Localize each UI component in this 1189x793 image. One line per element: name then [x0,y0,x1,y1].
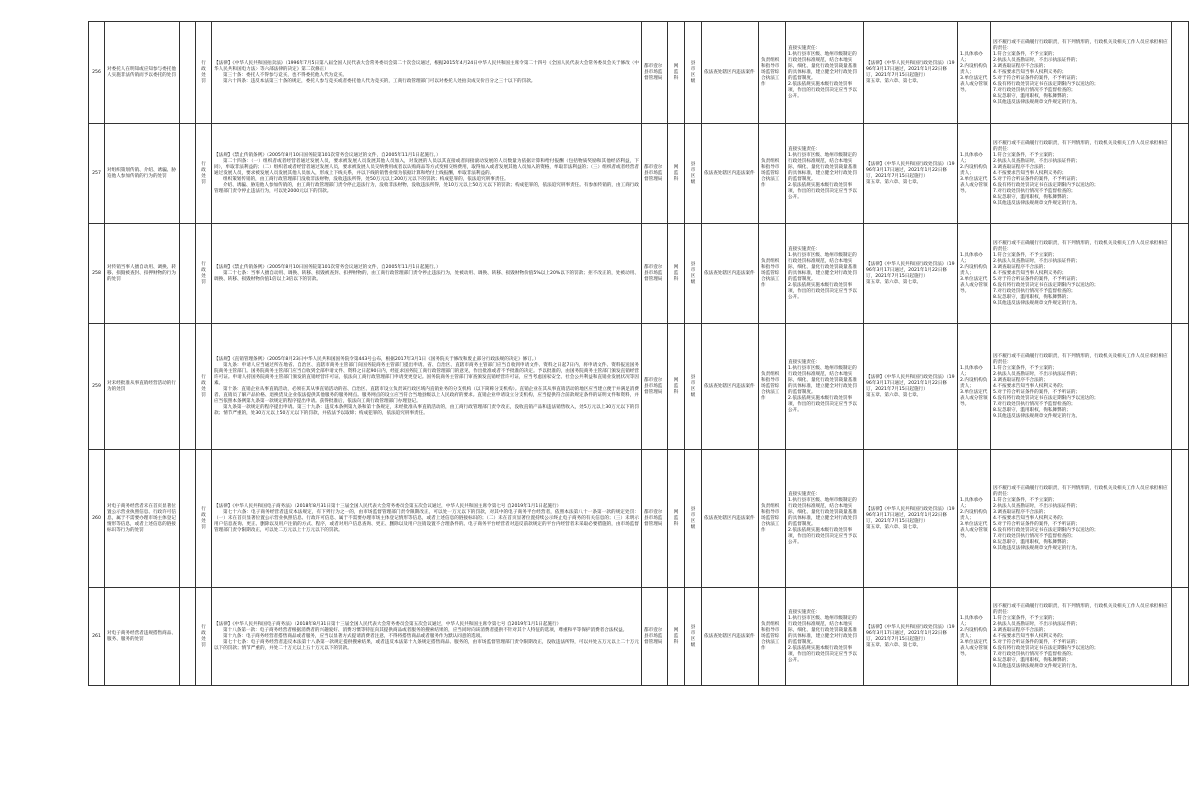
exercise-level: 县市区级 [690,60,696,84]
legal-basis-cell [212,22,642,124]
table-row [89,450,1189,588]
subject-cell [958,324,991,450]
empty-cell [180,450,196,588]
legal-basis-cell [212,124,642,224]
level-cell [685,22,702,124]
item-name: 对组织策划传销、介绍、诱骗、胁迫他人参加传销的行为的处罚 [107,167,176,179]
accountability-line: 因不履行或不正确履行行政职责，有下列情形的，行政机关及相关工作人员应承担相应的责任： [993,39,1168,51]
responsibility-line: 1.执行县市区级、地州市级制定的行政处罚标准规范，结合本地实际，细化、量化行政处罚裁量基准的具体标准，建立健全对行政处罚的监督制度。 [788,51,857,81]
item-category: 行政处罚 [201,161,206,185]
responsibility-basis-line: 【法律】《中华人民共和国行政处罚法》（1996年3月17日通过，2021年1月22日修订，2021年7月15日起施行） [866,506,955,524]
accountability-line: 5.对于符合听证条件的案件，不予听证的； [993,176,1081,182]
duty-scope: 依法查处辖区内违法案件 [704,170,755,176]
legal-basis-paragraph: 组织策划传销的，由工商行政管理部门没收非法财物，没收违法所得，处50万元以上200万元以下的罚款；构成犯罪的，依法追究刑事责任。 [223,176,509,182]
row-number-cell [89,124,105,224]
responsibility-basis-line: 【法律】《中华人民共和国行政处罚法》（1996年3月17日通过，2021年1月22日修订，2021年7月15日起施行） [866,261,955,279]
responsibility-basis-line: 第五章、第六章、第七章。 [866,179,922,185]
empty-cell [180,324,196,450]
accountability-line: 5.对于符合听证条件的案件，不予听证的； [993,521,1081,527]
accountability-line: 3.调查取证程序不合法的； [993,509,1048,515]
level-cell [685,324,702,450]
accountability-line: 7.对行政处罚执行情况不予监督检查的； [993,188,1076,194]
accountability-line: 1.符合立案条件，不予立案的； [993,497,1058,503]
row-number-cell [89,588,105,686]
accountability-line: 4.不按要求告知当事人权利义务的； [993,633,1067,639]
basis2-cell [864,324,958,450]
item-category: 行政处罚 [201,624,206,648]
subject-cell [958,124,991,224]
item-name-cell [105,450,180,588]
handling-dept: 网监科 [673,377,679,395]
basis2-cell [864,22,958,124]
accountability-line: 因不履行或不正确履行行政职责，有下列情形的，行政机关及相关工作人员应承担相应的责任： [993,240,1168,252]
legal-basis-paragraph: 第二十四条：（一）组织者或者经营者通过发展人员，要求被发展人员发展其他人员加入，对发展的人员以其直接或者间接滚动发展的人员数量为依据计算和给付报酬（包括物质奖励和其他经济利益，下同），牟取非法利益的；（二）组织者或者经营者通过发展人员，要求被发展人员交纳费用或者以认购商品等方式变相交纳费用，取得加入或者发展其他人员加入的资格，牟取非法利益的；（三）组织者或者经营者通过发展人员，要求被发展人员发展其他人员加入，形成上下线关系，并以下线的销售业绩为依据计算和给付上线报酬，牟取非法利益的。 [214,158,639,176]
duty-description: 负责组织和指导市场监管综合执法工作 [761,503,780,533]
accountability-line: 6.没有将行政处罚决定书在法定期限内予以送达的； [993,282,1099,288]
duty-description: 负责组织和指导市场监管综合执法工作 [761,621,780,651]
scope-cell [702,224,759,324]
responsible-subject-line: 3.单位法定代表人或分管领导。 [960,389,988,407]
responsibility-line: 直接实施责任： [788,246,821,252]
row-number: 258 [92,270,101,276]
accountability-line: 因不履行或不正确履行行政职责，有下列情形的，行政机关及相关工作人员应承担相应的责任： [993,485,1168,497]
category-cell [196,450,212,588]
row-number-cell [89,450,105,588]
legal-basis-paragraph: 【法规】《禁止传销条例》（2005年8月10日国务院第101次常务会议通过的文件，自2005年11月1日起施行。） [214,152,441,158]
accountability-line: 4.不按要求告知当事人权利义务的； [993,69,1067,75]
remarks-cell [1172,224,1189,324]
implementing-org: 都市壹尔县市场监督管理局 [644,509,663,527]
responsibility-cell [786,124,864,224]
basis2-cell [864,124,958,224]
accountability-line: 8.玩忽职守，滥用职权，徇私舞弊的； [993,194,1071,200]
accountability-line: 4.不按要求告知当事人权利义务的； [993,383,1067,389]
remarks-cell [1172,324,1189,450]
accountability-line: 1.符合立案条件，不予立案的； [993,252,1058,258]
responsibility-cell [786,224,864,324]
accountability-line: 4.不按要求告知当事人权利义务的； [993,270,1067,276]
accountability-line: 6.没有将行政处罚决定书在法定期限内予以送达的； [993,81,1099,87]
accountability-line: 9.其他违反法律法规规章文件规定的行为。 [993,413,1081,419]
legal-basis-paragraph: 【法律】《中华人民共和国拍卖法》（1996年7月5日第八届全国人民代表大会常务委员会第二十次会议通过，根据2015年4月24日中华人民共和国主席令第二十四号《全国人民代表大会常务委员会关于修改〈中华人民共和国电力法〉等六部法律的决定》第二次修正） [214,60,639,72]
empty-cell [180,124,196,224]
remarks-cell [1172,588,1189,686]
exercise-level: 县市区级 [690,624,696,648]
item-category: 行政处罚 [201,374,206,398]
level-cell [685,224,702,324]
responsible-subject-line: 2.内设机构负责人； [960,264,988,276]
implementing-org: 都市壹尔县市场监督管理局 [644,264,663,282]
responsibility-line: 1.执行县市区级、地州市级制定的行政处罚标准规范，结合本地实际，细化、量化行政处罚裁量基准的具体标准，建立健全对行政处罚的监督制度。 [788,615,857,645]
responsible-subject-line: 2.内设机构负责人； [960,164,988,176]
legal-basis-paragraph: 【法规】《直销管理条例》（2005年8月23日中华人民共和国国务院令第443号公布，根据2017年3月1日《国务院关于修改和废止部分行政法规的决定》修订。） [214,356,539,362]
category-cell [196,224,212,324]
responsibility-line: 直接实施责任： [788,359,821,365]
duty-scope: 依法查处辖区内违法案件 [704,515,755,521]
responsibility-line: 1.执行县市区级、地州市级制定的行政处罚标准规范，结合本地实际，细化、量化行政处罚裁量基准的具体标准，建立健全对行政处罚的监督制度。 [788,497,857,527]
legal-basis-paragraph: 第七十六条：电子商务经营者违反本法规定，有下列行为之一的，由市场监督管理部门责令限期改正，可以处一万元以下的罚款，对其中的电子商务平台经营者，依照本法第八十一条第一款的规定处罚：（一）未在首页显著位置公示营业执照信息、行政许可信息、属于不需要办理市场主体登记情形等信息，或者上述信息的链接标识的；（二）未在首页显著位置持续公示终止电子商务的有关信息的；（三）未明示用户信息查询、更正、删除以及用户注销的方式、程序，或者对用户信息查询、更正、删除以及用户注销设置不合理条件的。电子商务平台经营者对违反前款规定的平台内经营者未采取必要措施的，由市场监督管理部门责令限期改正，可以处二万元以上十万元以下的罚款。 [214,509,639,533]
responsibility-cell [786,22,864,124]
accountability-line: 6.没有将行政处罚决定书在法定期限内予以送达的； [993,395,1099,401]
responsible-subject-line: 3.单位法定代表人或分管领导。 [960,75,988,93]
scope-cell [702,450,759,588]
duty-cell [759,124,786,224]
accountability-cell [991,588,1172,686]
table-row [89,124,1189,224]
row-number: 257 [92,170,101,176]
legal-basis-paragraph: 第七十七条：电子商务经营者违反本法第十八条第一款规定提供搜索结果，或者违反本法第十九条规定搭售商品、服务的，由市场监督管理部门责令限期改正，没收违法所得，可以并处五万元以上二十万元以下的罚款；情节严重的，并处二十万元以上五十万元以下的罚款。 [214,639,639,651]
subject-cell [958,22,991,124]
responsibility-line: 直接实施责任： [788,45,821,51]
org-cell [642,588,668,686]
item-name: 对委托人在明知或应知参与委托他人实施非法传销而予以委托的处罚 [107,66,176,78]
accountability-line: 4.不按要求告知当事人权利义务的； [993,515,1067,521]
duty-scope: 依法查处辖区内违法案件 [704,69,755,75]
dept-cell [668,324,685,450]
legal-basis-cell [212,450,642,588]
accountability-line: 因不履行或不正确履行行政职责，有下列情形的，行政机关及相关工作人员应承担相应的责任： [993,353,1168,365]
accountability-line: 6.没有将行政处罚决定书在法定期限内予以送达的； [993,182,1099,188]
empty-cell [180,224,196,324]
duty-scope: 依法查处辖区内违法案件 [704,383,755,389]
dept-cell [668,450,685,588]
row-number: 260 [92,515,101,521]
responsible-subject-line: 3.单位法定代表人或分管领导。 [960,639,988,657]
remarks-cell [1172,22,1189,124]
responsible-subject-line: 3.单位法定代表人或分管领导。 [960,176,988,194]
row-number-cell [89,324,105,450]
scope-cell [702,22,759,124]
responsibility-line: 2.依法依规实施本级行政处罚事项，作出的行政处罚决定应当予以公开。 [788,645,857,663]
responsibility-basis-line: 第五章、第六章、第七章。 [866,524,922,530]
exercise-level: 县市区级 [690,161,696,185]
responsible-subject-line: 2.内设机构负责人； [960,63,988,75]
row-number: 256 [92,69,101,75]
responsibility-line: 2.依法依规实施本级行政处罚事项，作出的行政处罚决定应当予以公开。 [788,182,857,200]
dept-cell [668,588,685,686]
handling-dept: 网监科 [673,63,679,81]
category-cell [196,22,212,124]
handling-dept: 网监科 [673,164,679,182]
responsibility-basis-line: 第五章、第六章、第七章。 [866,642,922,648]
exercise-level: 县市区级 [690,261,696,285]
duty-description: 负责组织和指导市场监管综合执法工作 [761,258,780,288]
row-number: 259 [92,383,101,389]
duty-description: 负责组织和指导市场监管综合执法工作 [761,158,780,188]
duty-scope: 依法查处辖区内违法案件 [704,633,755,639]
responsibility-line: 直接实施责任： [788,491,821,497]
scope-cell [702,324,759,450]
duty-cell [759,22,786,124]
accountability-line: 5.对于符合听证条件的案件，不予听证的； [993,276,1081,282]
accountability-cell [991,224,1172,324]
responsibility-line: 2.依法依规实施本级行政处罚事项，作出的行政处罚决定应当予以公开。 [788,395,857,413]
legal-basis-paragraph: 【法律】《中华人民共和国电子商务法》（2018年8月31日第十三届全国人民代表大会常务委员会第五次会议通过，中华人民共和国主席令第七号 自2019年1月1日起施行） [214,621,562,627]
accountability-line: 9.其他违反法律法规规章文件规定的行为。 [993,663,1081,669]
legal-basis-paragraph: 第六十四条：违反本法第三十条的规定，委托人参与竞买或者委托他人代为竞买的，工商行政管理部门可以对委托人处拍卖成交价百分之三十以下的罚款。 [223,78,536,84]
accountability-line: 因不履行或不正确履行行政职责，有下列情形的，行政机关及相关工作人员应承担相应的责任： [993,140,1168,152]
category-cell [196,588,212,686]
legal-basis-paragraph: 第十八条第一款：电子商务经营者根据消费者的兴趣爱好、消费习惯等特征向其提供商品或者服务的搜索结果的，应当同时向该消费者提供不针对其个人特征的选项，尊重和平等保护消费者合法权益。 [223,627,628,633]
accountability-line: 7.对行政处罚执行情况不予监督检查的； [993,533,1076,539]
legal-basis-paragraph: 第十条：直销企业从事直销活动，必须在其从事直销活动的省、自治区、直辖市设立负责该行政区域内直销业务的分支机构（以下简称分支机构）。直销企业在其从事直销活动的地区应当建立便于并满足消费者、直销员了解产品价格、退换货及企业依法提供其他服务的服务网点。服务网点的设立应当符合当地县级以上人民政府的要求。直销企业申请设立分支机构，应当提供符合前款规定条件的证明文件和资料，并应当依照本条例第九条第一款规定的程序提出申请。获得批准后，依法向工商行政管理部门办理登记。 [214,386,639,404]
table-row [89,588,1189,686]
item-name: 对电子商务经营者未在首页显著位置公示营业执照信息、行政许可信息，属于不需要办理市场主体登记情形等信息，或者上述信息的链接标识等行为的处罚 [107,503,176,533]
responsibility-basis-line: 第五章、第六章、第七章。 [866,78,922,84]
accountability-cell [991,22,1172,124]
scope-cell [702,124,759,224]
document-page [88,21,1189,686]
legal-basis-paragraph: 第九条第一款规定的程序提出申请。第三十九条：违反本条例第九条和第十条规定，未经批准从事直销活动的，由工商行政管理部门责令改正，没收直销产品和违法销售收入，处5万元以上30万元以下的罚款；情节严重的，处30万元以上50万元以下的罚款，并依法予以取缔；构成犯罪的，依法追究刑事责任。 [214,404,639,416]
responsibility-basis-line: 【法律】《中华人民共和国行政处罚法》（1996年3月17日通过，2021年1月22日修订，2021年7月15日起施行） [866,161,955,179]
responsibility-line: 直接实施责任： [788,609,821,615]
responsible-subject-line: 1.具体承办人； [960,252,983,264]
item-name-cell [105,224,180,324]
responsible-subject-line: 1.具体承办人； [960,365,983,377]
table-row [89,224,1189,324]
duty-cell [759,588,786,686]
table-row [89,324,1189,450]
implementing-org: 都市壹尔县市场监督管理局 [644,627,663,645]
responsible-subject-line: 1.具体承办人； [960,51,983,63]
accountability-line: 8.玩忽职守，滥用职权，徇私舞弊的； [993,657,1071,663]
accountability-line: 2.执法人员查勘证时，不出示执法证件的； [993,503,1081,509]
exercise-level: 县市区级 [690,374,696,398]
implementing-org: 都市壹尔县市场监督管理局 [644,377,663,395]
category-cell [196,324,212,450]
legal-basis-paragraph: 第三十条：委托人不得参与竞买，也不得委托他人代为竞买。 [223,72,348,78]
accountability-line: 3.调查取证程序不合法的； [993,164,1048,170]
accountability-cell [991,450,1172,588]
accountability-line: 9.其他违反法律法规规章文件规定的行为。 [993,99,1081,105]
responsible-subject-line: 3.单位法定代表人或分管领导。 [960,276,988,294]
accountability-line: 6.没有将行政处罚决定书在法定期限内予以送达的； [993,527,1099,533]
handling-dept: 网监科 [673,627,679,645]
responsible-subject-line: 3.单位法定代表人或分管领导。 [960,521,988,539]
responsibility-basis-line: 【法律】《中华人民共和国行政处罚法》（1996年3月17日通过，2021年1月22日修订，2021年7月15日起施行） [866,374,955,392]
duty-cell [759,224,786,324]
level-cell [685,588,702,686]
accountability-cell [991,124,1172,224]
item-name: 对未经批准从事直销经营活动的行为的处罚 [107,380,176,392]
accountability-line: 3.调查取证程序不合法的； [993,63,1048,69]
accountability-line: 1.符合立案条件，不予立案的； [993,152,1058,158]
accountability-line: 5.对于符合听证条件的案件，不予听证的； [993,389,1081,395]
item-name-cell [105,588,180,686]
responsibility-basis-line: 第五章、第六章、第七章。 [866,392,922,398]
implementing-org: 都市壹尔县市场监督管理局 [644,164,663,182]
responsibility-cell [786,324,864,450]
accountability-line: 2.执法人员查勘证时，不出示执法证件的； [993,258,1081,264]
handling-dept: 网监科 [673,509,679,527]
accountability-line: 5.对于符合听证条件的案件，不予听证的； [993,639,1081,645]
accountability-line: 2.执法人员查勘证时，不出示执法证件的； [993,371,1081,377]
responsibility-line: 2.依法依规实施本级行政处罚事项，作出的行政处罚决定应当予以公开。 [788,282,857,300]
subject-cell [958,224,991,324]
item-category: 行政处罚 [201,261,206,285]
item-name-cell [105,22,180,124]
responsibility-basis-line: 第五章、第六章、第七章。 [866,279,922,285]
responsibility-line: 1.执行县市区级、地州市级制定的行政处罚标准规范，结合本地实际，细化、量化行政处罚裁量基准的具体标准，建立健全对行政处罚的监督制度。 [788,365,857,395]
org-cell [642,224,668,324]
scope-cell [702,588,759,686]
item-name: 对传销当事人擅自动用、调换、转移、损毁被查封、扣押财物的行为的处罚 [107,264,176,282]
accountability-line: 8.玩忽职守，滥用职权，徇私舞弊的； [993,407,1071,413]
remarks-cell [1172,450,1189,588]
responsibility-line: 2.依法依规实施本级行政处罚事项，作出的行政处罚决定应当予以公开。 [788,527,857,545]
responsibility-cell [786,588,864,686]
responsible-subject-line: 2.内设机构负责人； [960,377,988,389]
implementing-org: 都市壹尔县市场监督管理局 [644,63,663,81]
responsible-subject-line: 1.具体承办人； [960,615,983,627]
responsibility-line: 1.执行县市区级、地州市级制定的行政处罚标准规范，结合本地实际，细化、量化行政处罚裁量基准的具体标准，建立健全对行政处罚的监督制度。 [788,252,857,282]
accountability-line: 1.符合立案条件，不予立案的； [993,365,1058,371]
legal-basis-paragraph: 【法规】《禁止传销条例》（2005年8月10日国务院第101次常务会议通过的文件，自2005年11月1日起施行。） [214,264,441,270]
dept-cell [668,124,685,224]
remarks-cell [1172,124,1189,224]
item-category: 行政处罚 [201,506,206,530]
legal-basis-paragraph: 介绍、诱骗、胁迫他人参加传销的，由工商行政管理部门责令停止违法行为，没收非法财物，没收违法所得，处10万元以上50万元以下的罚款；构成犯罪的，依法追究刑事责任。有参加传销的，由工商行政管理部门责令停止违法行为，可以处2000元以下的罚款。 [214,182,639,194]
subject-cell [958,588,991,686]
accountability-line: 9.其他违反法律法规规章文件规定的行为。 [993,300,1081,306]
org-cell [642,450,668,588]
responsibility-basis-line: 【法律】《中华人民共和国行政处罚法》（1996年3月17日通过，2021年1月22日修订，2021年7月15日起施行） [866,624,955,642]
duty-description: 负责组织和指导市场监管综合执法工作 [761,57,780,87]
accountability-line: 7.对行政处罚执行情况不予监督检查的； [993,288,1076,294]
responsibility-line: 2.依法依规实施本级行政处罚事项，作出的行政处罚决定应当予以公开。 [788,81,857,99]
accountability-line: 2.执法人员查勘证时，不出示执法证件的； [993,57,1081,63]
duty-cell [759,324,786,450]
accountability-line: 5.对于符合听证条件的案件，不予听证的； [993,75,1081,81]
responsible-subject-line: 1.具体承办人； [960,497,983,509]
duty-description: 负责组织和指导市场监管综合执法工作 [761,371,780,401]
exercise-level: 县市区级 [690,506,696,530]
legal-basis-cell [212,324,642,450]
table-row [89,22,1189,124]
subject-cell [958,450,991,588]
accountability-line: 7.对行政处罚执行情况不予监督检查的； [993,87,1076,93]
row-number-cell [89,22,105,124]
empty-cell [180,588,196,686]
accountability-cell [991,324,1172,450]
responsibility-line: 1.执行县市区级、地州市级制定的行政处罚标准规范，结合本地实际，细化、量化行政处罚裁量基准的具体标准，建立健全对行政处罚的监督制度。 [788,152,857,182]
legal-basis-paragraph: 第九条：申请人应当通过所在地省、自治区、直辖市商务主管部门向国务院商务主管部门提出申请。省、自治区、直辖市商务主管部门应当自收到申请文件、资料之日起7日内，将申请文件、资料报送国务院商务主管部门。国务院商务主管部门应当自收到全部申请文件、资料之日起90日内，经征求国务院工商行政管理部门的意见，作出批准或者不予批准的决定。予以批准的，由国务院商务主管部门颁发直销经营许可证。申请人持国务院商务主管部门颁发的直销经营许可证，依法向工商行政管理部门申请变更登记。国务院商务主管部门审查颁发直销经营许可证，应当考虑国家安全、社会公共利益和直销业发展状况等因素。 [214,362,639,386]
accountability-line: 1.符合立案条件，不予立案的； [993,51,1058,57]
accountability-line: 1.符合立案条件，不予立案的； [993,615,1058,621]
accountability-line: 3.调查取证程序不合法的； [993,377,1048,383]
level-cell [685,124,702,224]
handling-dept: 网监科 [673,264,679,282]
item-name-cell [105,324,180,450]
legal-basis-cell [212,588,642,686]
dept-cell [668,224,685,324]
accountability-line: 3.调查取证程序不合法的； [993,264,1048,270]
responsibility-basis-line: 【法律】《中华人民共和国行政处罚法》（1996年3月17日通过，2021年1月22日修订，2021年7月15日起施行） [866,60,955,78]
row-number: 261 [92,633,101,639]
item-category: 行政处罚 [201,60,206,84]
responsibility-line: 直接实施责任： [788,146,821,152]
accountability-line: 8.玩忽职守，滥用职权，徇私舞弊的； [993,294,1071,300]
legal-basis-paragraph: 第十九条：电子商务经营者搭售商品或者服务，应当以显著方式提请消费者注意，不得将搭售商品或者服务作为默认同意的选项。 [223,633,485,639]
row-number-cell [89,224,105,324]
accountability-line: 8.玩忽职守，滥用职权，徇私舞弊的； [993,93,1071,99]
responsible-subject-line: 2.内设机构负责人； [960,509,988,521]
org-cell [642,22,668,124]
power-list-table [88,21,1189,686]
category-cell [196,124,212,224]
responsible-subject-line: 2.内设机构负责人； [960,627,988,639]
org-cell [642,324,668,450]
legal-basis-paragraph: 【法律】《中华人民共和国电子商务法》（2018年8月31日第十三届全国人民代表大会常务委员会第五次会议通过，中华人民共和国主席令第七号 自2019年1月1日起施行） [214,503,562,509]
basis2-cell [864,588,958,686]
level-cell [685,450,702,588]
basis2-cell [864,450,958,588]
duty-cell [759,450,786,588]
responsible-subject-line: 1.具体承办人； [960,152,983,164]
dept-cell [668,22,685,124]
accountability-line: 8.玩忽职守，滥用职权，徇私舞弊的； [993,539,1071,545]
basis2-cell [864,224,958,324]
accountability-line: 7.对行政处罚执行情况不予监督检查的； [993,651,1076,657]
accountability-line: 因不履行或不正确履行行政职责，有下列情形的，行政机关及相关工作人员应承担相应的责任： [993,603,1168,615]
duty-scope: 依法查处辖区内违法案件 [704,270,755,276]
item-name: 对电子商务经营者违规搭售商品、服务、服务的处罚 [107,630,176,642]
accountability-line: 9.其他违反法律法规规章文件规定的行为。 [993,200,1081,206]
accountability-line: 6.没有将行政处罚决定书在法定期限内予以送达的； [993,645,1099,651]
accountability-line: 7.对行政处罚执行情况不予监督检查的； [993,401,1076,407]
legal-basis-paragraph: 第二十七条：当事人擅自动用、调换、转移、损毁被查封、扣押财物的，由工商行政管理部门责令停止违法行为，处被动用、调换、转移、损毁财物价值5%以上20%以下的罚款；拒不改正的，处被动用、调换、转移、损毁财物价值1倍以上3倍以下的罚款。 [214,270,639,282]
org-cell [642,124,668,224]
accountability-line: 2.执法人员查勘证时，不出示执法证件的； [993,621,1081,627]
accountability-line: 9.其他违反法律法规规章文件规定的行为。 [993,545,1081,551]
item-name-cell [105,124,180,224]
accountability-line: 4.不按要求告知当事人权利义务的； [993,170,1067,176]
empty-cell [180,22,196,124]
accountability-line: 2.执法人员查勘证时，不出示执法证件的； [993,158,1081,164]
accountability-line: 3.调查取证程序不合法的； [993,627,1048,633]
legal-basis-cell [212,224,642,324]
responsibility-cell [786,450,864,588]
